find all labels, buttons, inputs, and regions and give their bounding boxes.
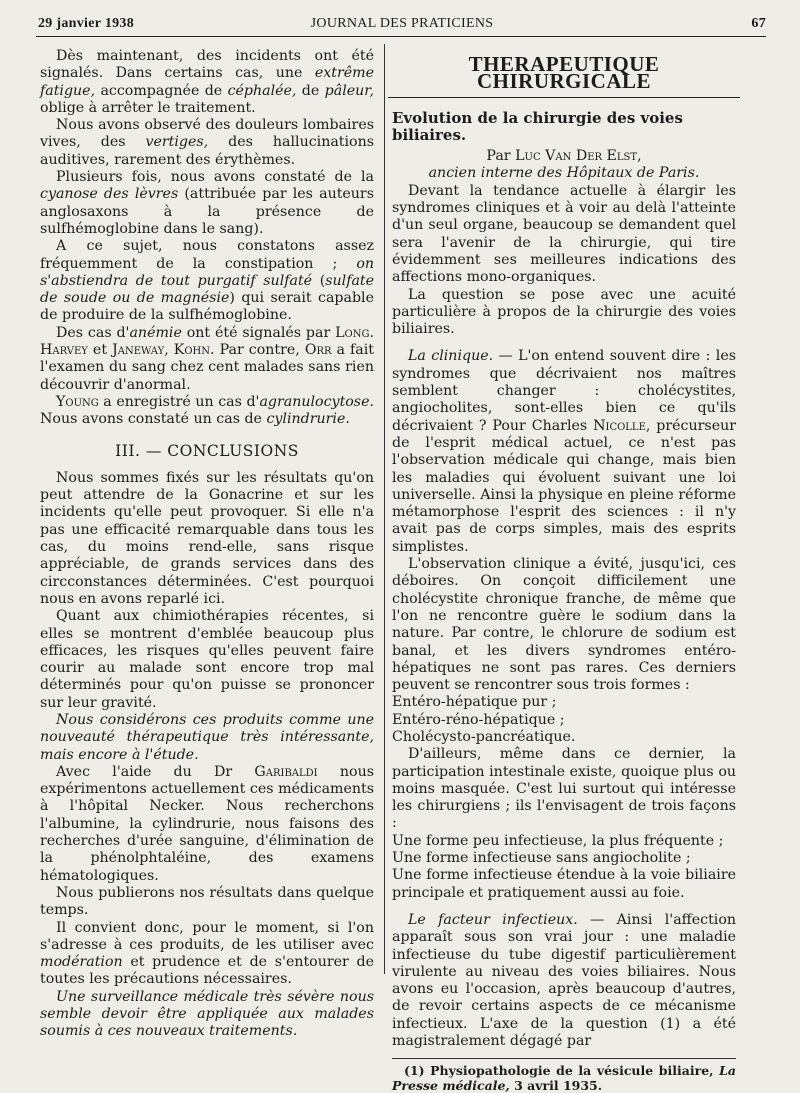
byline: Par Luc Van Der Elst, — [486, 148, 642, 165]
paragraph: D'ailleurs, même dans ce dernier, la participation intestinale existe, quoique plus ou moins masquée. C'est lui surtout qui intéresse les chirurgiens ; ils l'envisagent de trois façons : — [392, 746, 736, 832]
list-item: Entéro-réno-hépatique ; — [392, 711, 565, 728]
paragraph: Des cas d'anémie ont été signalés par Long. Harvey et Janeway, Kohn. Par contre, Orr a fait l'examen du sang chez cent malades sans rien découvrir d'anormal. — [40, 324, 374, 393]
paragraph: Nous considérons ces produits comme une nouveauté thérapeutique très intéressante, mais encore à l'étude. — [40, 711, 374, 763]
paragraph: La clinique. — L'on entend souvent dire : les syndromes que décrivaient nos maîtres semblent changer : cholécystites, angiocholites, sont-elles bien ce qu'ils décrivaient ? Pour Charles Nicolle, précurseur de l'esprit médical actuel, ce n'est pas l'observation médicale qui change, mais bien les maladies qui évoluent suivant une loi universelle. Ainsi la physique en pleine réforme métamorphose l'esprit des sciences : il n'y avait pas de corps simples, mais des esprits simplistes. — [392, 348, 737, 555]
list-item: Une forme infectieuse étendue à la voie biliaire principale et pratiquement aussi au foie. — [392, 867, 736, 901]
paragraph: Plusieurs fois, nous avons constaté de la cyanose des lèvres (attribuée par les auteurs anglosaxons à la présence de sulfhémoglobine dans le sang). — [40, 169, 374, 237]
paragraph: Nous avons observé des douleurs lombaires vives, des vertiges, des hallucinations auditives, rarement des érythèmes. — [40, 117, 374, 168]
rubric-rule — [388, 97, 740, 98]
paragraph: Young a enregistré un cas d'agranulocytose. Nous avons constaté un cas de cylindrurie. — [40, 393, 374, 428]
list-item: Une forme peu infectieuse, la plus fréquente ; — [392, 832, 724, 849]
list-item: Une forme infectieuse sans angiocholite ; — [392, 850, 691, 867]
footnote: (1) Physiopathologie de la vésicule biliaire, La Presse médicale, 3 avril 1935. — [392, 1063, 736, 1093]
header-journal-title: JOURNAL DES PRATICIENS — [310, 16, 494, 31]
paragraph: Nous publierons nos résultats dans quelque temps. — [40, 884, 374, 919]
list-item: Entéro-hépatique pur ; — [392, 694, 557, 711]
paragraph: La question se pose avec une acuité particulière à propos de la chirurgie des voies biliaires. — [392, 286, 736, 338]
paragraph: Nous sommes fixés sur les résultats qu'on peut attendre de la Gonacrine et sur les incidents qu'elle peut provoquer. Si elle n'a pas une efficacité remarquable dans tous les cas, du moins rend-elle, sans risque appréciable, de grands services dans des circconstances déterminées. C'est pourquoi nous en avons reparlé ici. — [40, 469, 374, 607]
paragraph: Le facteur infectieux. — Ainsi l'affection apparaît sous son vrai jour : une maladie infectieuse du tube digestif particulièrement virulente au niveau des voies biliaires. Nous avons eu l'occasion, après beaucoup d'autres, de revoir certains aspects de ce mécanisme infectieux. L'axe de la question (1) a été magistralement dégagé par — [392, 911, 736, 1050]
article-title: Evolution de la chirurgie des voies biliaires. — [392, 108, 683, 144]
author-affiliation: ancien interne des Hôpitaux de Paris. — [428, 165, 700, 182]
rubric-title: THERAPEUTIQUE CHIRURGICALE — [468, 52, 660, 94]
paragraph: L'observation clinique a évité, jusqu'ici, ces déboires. On conçoit difficilement une cholécystite chronique franche, de même que l'on ne rencontre guère le sodium dans la nature. Par contre, le chlorure de sodium est banal, et les divers syndromes entéro-hépatiques ne sont pas rares. Ces derniers peuvent se rencontrer sous trois formes : — [392, 556, 736, 694]
running-header — [38, 14, 766, 36]
left-column — [40, 48, 374, 1041]
paragraph: A ce sujet, nous constatons assez fréquemment de la constipation ; on s'abstiendra de tout purgatif sulfaté (sulfate de soude ou de magnésie) qui serait capable de produire de la sulfhémoglobine. — [40, 238, 374, 324]
paragraph: Il convient donc, pour le moment, si l'on s'adresse à ces produits, de les utiliser avec modération et prudence et de s'entourer de toutes les précautions nécessaires. — [40, 919, 374, 988]
right-column — [392, 52, 737, 1093]
header-date: 29 janvier 1938 — [38, 16, 135, 31]
footnote-rule — [392, 1058, 736, 1059]
paragraph: Une surveillance médicale très sévère nous semble devoir être appliquée aux malades soumis à ces nouveaux traitements. — [40, 988, 374, 1040]
author-name: Luc Van Der Elst, — [515, 148, 642, 165]
paragraph: Quant aux chimiothérapies récentes, si elles se montrent d'emblée beaucoup plus efficaces, les risques qu'elles peuvent faire courir au malade sont encore trop mal déterminés pour qu'on puisse se prononcer sur leur gravité. — [40, 608, 374, 711]
paragraph: Avec l'aide du Dr Garibaldi nous expérimentons actuellement ces médicaments à l'hôpital Necker. Nous recherchons l'albumine, la cylindrurie, nous faisons des recherches d'urée sanguine, d'élimination de la phénolphtaléine, des examens hématologiques. — [40, 763, 374, 884]
paragraph: Dès maintenant, des incidents ont été signalés. Dans certains cas, une extrême fatigue, accompagnée de céphalée, de pâleur, oblige à arrêter le traitement. — [40, 48, 375, 116]
column-divider — [384, 44, 385, 974]
section-heading: III. — CONCLUSIONS — [115, 441, 299, 460]
paragraph: Devant la tendance actuelle à élargir les syndromes cliniques et à voir au delà l'atteinte d'un seul organe, beaucoup se demandent quel sera l'avenir de la chirurgie, qui tire évidemment ses meilleures indications des affections mono-organiques. — [392, 182, 736, 286]
header-rule — [36, 36, 766, 37]
header-page-number: 67 — [751, 16, 766, 31]
list-item: Cholécysto-pancréatique. — [392, 728, 576, 745]
